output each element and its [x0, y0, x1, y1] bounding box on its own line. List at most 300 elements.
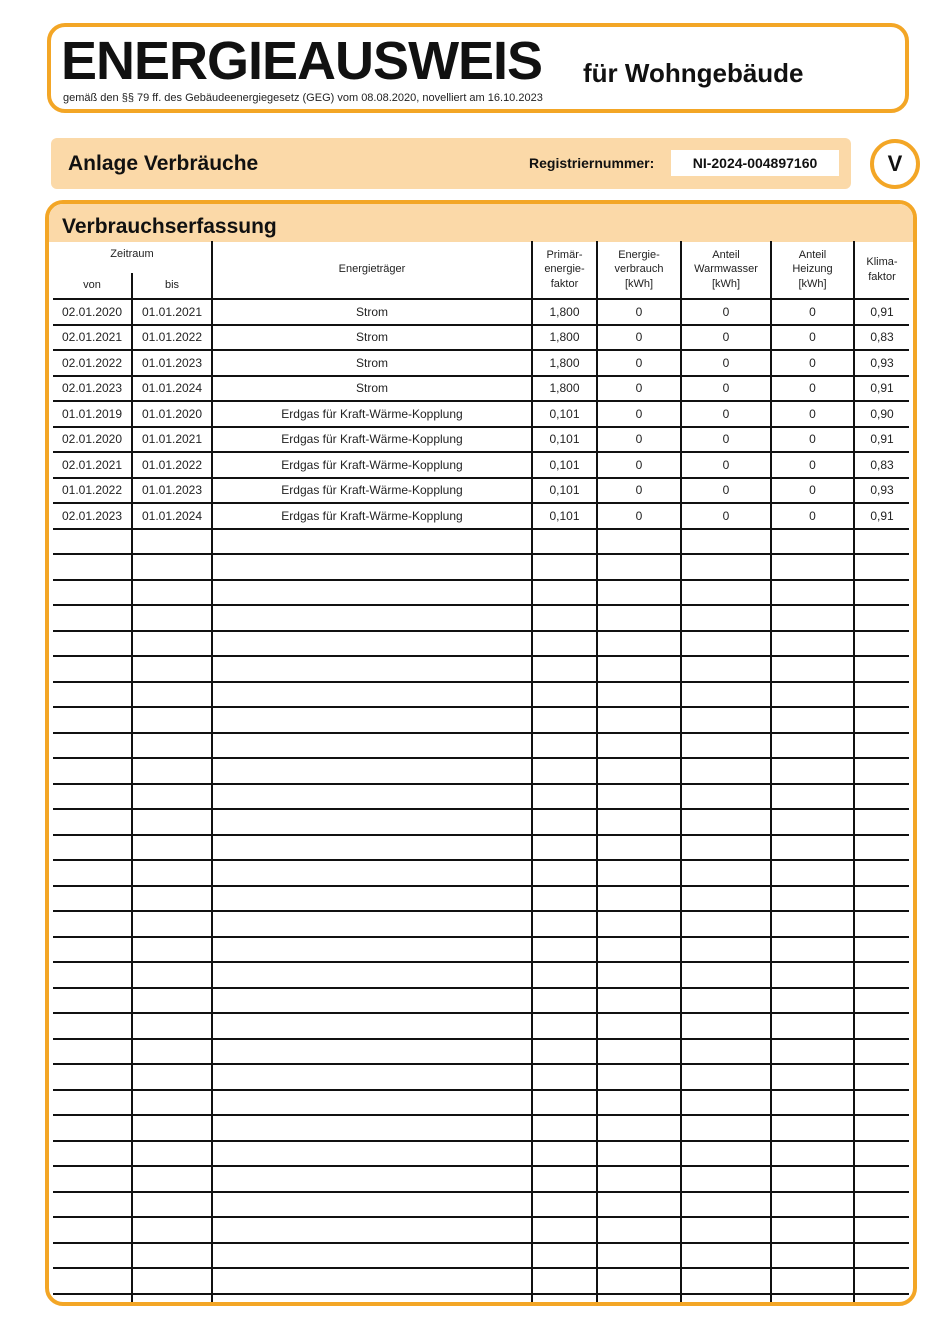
cell-primaerenergiefaktor	[532, 1217, 597, 1243]
cell-energietraeger	[212, 911, 532, 937]
empty-table-row	[53, 733, 909, 759]
empty-table-row	[53, 784, 909, 810]
cell-energieverbrauch	[597, 937, 681, 963]
cell-anteil-heizung	[771, 835, 854, 861]
cell-anteil-heizung: 0	[771, 427, 854, 453]
cell-primaerenergiefaktor	[532, 605, 597, 631]
empty-table-row	[53, 835, 909, 861]
cell-anteil-warmwasser	[681, 631, 771, 657]
cell-von	[53, 1039, 132, 1065]
empty-table-row	[53, 1039, 909, 1065]
cell-bis	[132, 1243, 212, 1269]
cell-bis	[132, 554, 212, 580]
cell-energietraeger	[212, 1166, 532, 1192]
cell-energietraeger	[212, 1115, 532, 1141]
cell-primaerenergiefaktor: 0,101	[532, 452, 597, 478]
cell-von	[53, 1064, 132, 1090]
cell-bis	[132, 809, 212, 835]
cell-energieverbrauch	[597, 1192, 681, 1218]
cell-anteil-heizung	[771, 707, 854, 733]
cell-anteil-heizung	[771, 580, 854, 606]
cell-von: 01.01.2022	[53, 478, 132, 504]
cell-primaerenergiefaktor	[532, 809, 597, 835]
cell-anteil-heizung	[771, 809, 854, 835]
cell-bis	[132, 860, 212, 886]
cell-energieverbrauch	[597, 809, 681, 835]
cell-energieverbrauch	[597, 554, 681, 580]
cell-energieverbrauch: 0	[597, 325, 681, 351]
cell-energietraeger	[212, 605, 532, 631]
empty-table-row	[53, 911, 909, 937]
cell-energietraeger: Strom	[212, 376, 532, 402]
empty-table-row	[53, 1166, 909, 1192]
consumption-table	[53, 241, 909, 1306]
legal-basis-text: gemäß den §§ 79 ff. des Gebäudeenergiegesetz (GEG) vom 08.08.2020, novelliert am 16.10.2023	[63, 92, 543, 104]
cell-anteil-warmwasser	[681, 1217, 771, 1243]
cell-klimafaktor	[854, 911, 909, 937]
cell-klimafaktor	[854, 1166, 909, 1192]
cell-bis	[132, 988, 212, 1014]
cell-anteil-warmwasser	[681, 784, 771, 810]
cell-anteil-heizung: 0	[771, 401, 854, 427]
cell-energieverbrauch: 0	[597, 452, 681, 478]
cell-von	[53, 1243, 132, 1269]
cell-anteil-heizung	[771, 784, 854, 810]
cell-energietraeger	[212, 937, 532, 963]
cell-primaerenergiefaktor: 1,800	[532, 325, 597, 351]
cell-anteil-heizung	[771, 733, 854, 759]
empty-table-row	[53, 1243, 909, 1269]
cell-energieverbrauch	[597, 529, 681, 555]
cell-anteil-heizung	[771, 1013, 854, 1039]
cell-energietraeger	[212, 554, 532, 580]
cell-energietraeger	[212, 1039, 532, 1065]
empty-table-row	[53, 1090, 909, 1116]
cell-klimafaktor	[854, 758, 909, 784]
cell-klimafaktor	[854, 1243, 909, 1269]
cell-anteil-heizung	[771, 886, 854, 912]
cell-klimafaktor	[854, 809, 909, 835]
cell-energieverbrauch	[597, 1064, 681, 1090]
table-row	[53, 427, 909, 453]
cell-bis	[132, 835, 212, 861]
cell-primaerenergiefaktor	[532, 1294, 597, 1307]
cell-von	[53, 682, 132, 708]
cell-anteil-warmwasser	[681, 758, 771, 784]
cell-primaerenergiefaktor	[532, 707, 597, 733]
cell-primaerenergiefaktor	[532, 911, 597, 937]
cell-von	[53, 962, 132, 988]
cell-primaerenergiefaktor	[532, 656, 597, 682]
cell-von	[53, 1217, 132, 1243]
cell-energieverbrauch	[597, 631, 681, 657]
cell-anteil-heizung: 0	[771, 452, 854, 478]
cell-energieverbrauch: 0	[597, 350, 681, 376]
cell-klimafaktor	[854, 962, 909, 988]
cell-bis	[132, 1166, 212, 1192]
cell-anteil-warmwasser: 0	[681, 325, 771, 351]
cell-bis	[132, 1268, 212, 1294]
empty-table-row	[53, 962, 909, 988]
cell-primaerenergiefaktor	[532, 962, 597, 988]
cell-energietraeger	[212, 886, 532, 912]
cell-primaerenergiefaktor	[532, 1141, 597, 1167]
cell-energieverbrauch: 0	[597, 427, 681, 453]
cell-von	[53, 809, 132, 835]
cell-von	[53, 656, 132, 682]
cell-energietraeger	[212, 631, 532, 657]
anlage-bar	[51, 138, 851, 189]
cell-primaerenergiefaktor: 1,800	[532, 376, 597, 402]
cell-von	[53, 784, 132, 810]
cell-klimafaktor	[854, 1268, 909, 1294]
cell-anteil-heizung: 0	[771, 503, 854, 529]
empty-table-row	[53, 554, 909, 580]
cell-energietraeger: Erdgas für Kraft-Wärme-Kopplung	[212, 401, 532, 427]
cell-von: 02.01.2023	[53, 503, 132, 529]
cell-anteil-heizung	[771, 1039, 854, 1065]
section-title: Verbrauchserfassung	[62, 215, 277, 238]
cell-anteil-heizung	[771, 911, 854, 937]
empty-table-row	[53, 1192, 909, 1218]
cell-energietraeger: Erdgas für Kraft-Wärme-Kopplung	[212, 478, 532, 504]
cell-von	[53, 605, 132, 631]
cell-primaerenergiefaktor: 0,101	[532, 401, 597, 427]
cell-anteil-warmwasser	[681, 1090, 771, 1116]
empty-table-row	[53, 1141, 909, 1167]
cell-energietraeger	[212, 580, 532, 606]
cell-bis	[132, 529, 212, 555]
cell-klimafaktor	[854, 1039, 909, 1065]
cell-klimafaktor	[854, 988, 909, 1014]
anlage-title: Anlage Verbräuche	[68, 152, 259, 175]
cell-primaerenergiefaktor	[532, 784, 597, 810]
cell-anteil-warmwasser	[681, 1064, 771, 1090]
cell-anteil-heizung	[771, 1166, 854, 1192]
cell-energietraeger	[212, 809, 532, 835]
cell-energieverbrauch	[597, 1115, 681, 1141]
cell-anteil-heizung	[771, 1141, 854, 1167]
cell-anteil-warmwasser: 0	[681, 503, 771, 529]
cell-energieverbrauch	[597, 911, 681, 937]
header-anteil-heizung: Anteil Heizung [kWh]	[771, 241, 854, 299]
document-header	[47, 23, 909, 113]
cell-energieverbrauch	[597, 1013, 681, 1039]
cell-anteil-heizung: 0	[771, 325, 854, 351]
cell-klimafaktor: 0,83	[854, 325, 909, 351]
cell-energieverbrauch: 0	[597, 503, 681, 529]
cell-primaerenergiefaktor	[532, 758, 597, 784]
cell-klimafaktor	[854, 1064, 909, 1090]
cell-anteil-heizung: 0	[771, 376, 854, 402]
cell-primaerenergiefaktor	[532, 1268, 597, 1294]
cell-von	[53, 1090, 132, 1116]
cell-primaerenergiefaktor	[532, 682, 597, 708]
cell-anteil-warmwasser	[681, 911, 771, 937]
cell-anteil-heizung: 0	[771, 350, 854, 376]
cell-klimafaktor	[854, 631, 909, 657]
empty-table-row	[53, 1013, 909, 1039]
cell-energieverbrauch	[597, 758, 681, 784]
cell-anteil-warmwasser	[681, 1115, 771, 1141]
cell-anteil-warmwasser	[681, 682, 771, 708]
cell-von	[53, 529, 132, 555]
cell-klimafaktor: 0,83	[854, 452, 909, 478]
header-klimafaktor: Klima- faktor	[854, 241, 909, 299]
cell-klimafaktor	[854, 682, 909, 708]
cell-anteil-heizung	[771, 988, 854, 1014]
cell-primaerenergiefaktor	[532, 631, 597, 657]
cell-klimafaktor	[854, 1294, 909, 1307]
empty-table-row	[53, 529, 909, 555]
empty-table-row	[53, 758, 909, 784]
cell-klimafaktor: 0,91	[854, 376, 909, 402]
cell-primaerenergiefaktor	[532, 937, 597, 963]
cell-bis	[132, 1039, 212, 1065]
cell-energieverbrauch	[597, 682, 681, 708]
cell-energietraeger: Strom	[212, 350, 532, 376]
cell-anteil-heizung	[771, 1064, 854, 1090]
cell-klimafaktor	[854, 529, 909, 555]
cell-energietraeger	[212, 784, 532, 810]
cell-energieverbrauch	[597, 860, 681, 886]
cell-bis	[132, 1294, 212, 1307]
cell-energietraeger	[212, 1268, 532, 1294]
cell-anteil-warmwasser	[681, 860, 771, 886]
cell-von	[53, 911, 132, 937]
cell-primaerenergiefaktor	[532, 529, 597, 555]
cell-energietraeger	[212, 1090, 532, 1116]
cell-bis: 01.01.2023	[132, 478, 212, 504]
cell-energietraeger	[212, 1064, 532, 1090]
cell-energietraeger	[212, 682, 532, 708]
cell-klimafaktor	[854, 1090, 909, 1116]
cell-primaerenergiefaktor	[532, 733, 597, 759]
cell-primaerenergiefaktor	[532, 860, 597, 886]
registration-label: Registriernummer:	[529, 155, 655, 171]
cell-energieverbrauch	[597, 962, 681, 988]
cell-energieverbrauch	[597, 1268, 681, 1294]
empty-table-row	[53, 809, 909, 835]
cell-bis: 01.01.2021	[132, 299, 212, 325]
cell-von	[53, 1166, 132, 1192]
table-row	[53, 325, 909, 351]
cell-klimafaktor	[854, 1141, 909, 1167]
cell-von	[53, 1115, 132, 1141]
cell-primaerenergiefaktor: 0,101	[532, 503, 597, 529]
cell-klimafaktor	[854, 1115, 909, 1141]
cell-bis	[132, 1064, 212, 1090]
header-energieverbrauch: Energie- verbrauch [kWh]	[597, 241, 681, 299]
cell-energietraeger: Strom	[212, 299, 532, 325]
cell-energietraeger	[212, 988, 532, 1014]
cell-bis	[132, 580, 212, 606]
cell-anteil-warmwasser: 0	[681, 452, 771, 478]
cell-anteil-warmwasser	[681, 1013, 771, 1039]
cell-klimafaktor	[854, 886, 909, 912]
cell-anteil-warmwasser	[681, 707, 771, 733]
cell-energieverbrauch	[597, 1243, 681, 1269]
empty-table-row	[53, 1064, 909, 1090]
section-header	[49, 204, 913, 242]
empty-table-row	[53, 1115, 909, 1141]
cell-klimafaktor	[854, 937, 909, 963]
cell-anteil-warmwasser	[681, 988, 771, 1014]
cell-bis	[132, 886, 212, 912]
table-row	[53, 452, 909, 478]
cell-bis: 01.01.2020	[132, 401, 212, 427]
table-body	[53, 299, 909, 1306]
cell-von	[53, 835, 132, 861]
cell-anteil-warmwasser	[681, 656, 771, 682]
empty-table-row	[53, 886, 909, 912]
cell-primaerenergiefaktor: 0,101	[532, 478, 597, 504]
cell-klimafaktor: 0,90	[854, 401, 909, 427]
table-row	[53, 478, 909, 504]
cell-energieverbrauch	[597, 707, 681, 733]
cell-primaerenergiefaktor	[532, 1064, 597, 1090]
cell-energieverbrauch	[597, 580, 681, 606]
document-title: ENERGIEAUSWEIS	[61, 31, 543, 91]
cell-von	[53, 1141, 132, 1167]
cell-bis	[132, 937, 212, 963]
cell-energietraeger	[212, 1294, 532, 1307]
table-row	[53, 350, 909, 376]
cell-anteil-heizung	[771, 1115, 854, 1141]
cell-bis	[132, 1192, 212, 1218]
cell-energietraeger: Strom	[212, 325, 532, 351]
cell-klimafaktor	[854, 605, 909, 631]
cell-bis	[132, 784, 212, 810]
cell-energietraeger	[212, 1192, 532, 1218]
cell-anteil-heizung	[771, 937, 854, 963]
cell-anteil-heizung	[771, 1217, 854, 1243]
cell-bis: 01.01.2024	[132, 376, 212, 402]
cell-klimafaktor	[854, 1013, 909, 1039]
cell-bis	[132, 1217, 212, 1243]
empty-table-row	[53, 656, 909, 682]
cell-energieverbrauch: 0	[597, 401, 681, 427]
cell-klimafaktor	[854, 835, 909, 861]
cell-klimafaktor	[854, 1217, 909, 1243]
cell-anteil-warmwasser: 0	[681, 299, 771, 325]
header-primaerenergiefaktor: Primär- energie- faktor	[532, 241, 597, 299]
cell-bis	[132, 1115, 212, 1141]
cell-energietraeger	[212, 1243, 532, 1269]
cell-von	[53, 1268, 132, 1294]
cell-bis	[132, 911, 212, 937]
cell-primaerenergiefaktor	[532, 554, 597, 580]
cell-von: 02.01.2021	[53, 325, 132, 351]
cell-von: 02.01.2021	[53, 452, 132, 478]
cell-anteil-heizung	[771, 1294, 854, 1307]
cell-von: 01.01.2019	[53, 401, 132, 427]
cell-anteil-warmwasser	[681, 580, 771, 606]
cell-klimafaktor: 0,93	[854, 350, 909, 376]
cell-energieverbrauch: 0	[597, 376, 681, 402]
empty-table-row	[53, 1217, 909, 1243]
cell-primaerenergiefaktor	[532, 1115, 597, 1141]
cell-bis	[132, 682, 212, 708]
cell-primaerenergiefaktor: 1,800	[532, 350, 597, 376]
header-energietraeger: Energieträger	[212, 241, 532, 299]
empty-table-row	[53, 682, 909, 708]
cell-primaerenergiefaktor: 0,101	[532, 427, 597, 453]
cell-bis	[132, 962, 212, 988]
empty-table-row	[53, 631, 909, 657]
consumption-table-frame	[45, 200, 917, 1306]
cell-von	[53, 707, 132, 733]
cell-energietraeger: Erdgas für Kraft-Wärme-Kopplung	[212, 503, 532, 529]
cell-energieverbrauch	[597, 1090, 681, 1116]
cell-anteil-warmwasser	[681, 886, 771, 912]
cell-anteil-warmwasser	[681, 554, 771, 580]
empty-table-row	[53, 580, 909, 606]
cell-klimafaktor: 0,91	[854, 299, 909, 325]
cell-klimafaktor: 0,93	[854, 478, 909, 504]
table-row	[53, 376, 909, 402]
cell-von	[53, 886, 132, 912]
cell-bis: 01.01.2024	[132, 503, 212, 529]
empty-table-row	[53, 860, 909, 886]
cell-anteil-warmwasser: 0	[681, 478, 771, 504]
cell-bis	[132, 631, 212, 657]
cell-anteil-warmwasser	[681, 605, 771, 631]
cell-energieverbrauch	[597, 1217, 681, 1243]
cell-anteil-warmwasser: 0	[681, 376, 771, 402]
cell-bis	[132, 707, 212, 733]
cell-primaerenergiefaktor	[532, 580, 597, 606]
cell-energieverbrauch	[597, 1141, 681, 1167]
cell-anteil-heizung: 0	[771, 299, 854, 325]
cell-von: 02.01.2023	[53, 376, 132, 402]
cell-von	[53, 631, 132, 657]
cell-energietraeger	[212, 962, 532, 988]
cell-primaerenergiefaktor	[532, 1192, 597, 1218]
cell-energietraeger: Erdgas für Kraft-Wärme-Kopplung	[212, 427, 532, 453]
cell-energieverbrauch	[597, 886, 681, 912]
cell-bis	[132, 1013, 212, 1039]
cell-anteil-warmwasser	[681, 1192, 771, 1218]
cell-von	[53, 1294, 132, 1307]
cell-anteil-warmwasser	[681, 1268, 771, 1294]
cell-energieverbrauch	[597, 1039, 681, 1065]
cell-energieverbrauch	[597, 1294, 681, 1307]
empty-table-row	[53, 707, 909, 733]
cell-bis	[132, 758, 212, 784]
cell-bis: 01.01.2022	[132, 325, 212, 351]
cell-anteil-heizung	[771, 656, 854, 682]
cell-primaerenergiefaktor	[532, 835, 597, 861]
cell-anteil-heizung	[771, 631, 854, 657]
cell-anteil-heizung	[771, 1192, 854, 1218]
cell-energietraeger	[212, 656, 532, 682]
cell-von	[53, 758, 132, 784]
cell-bis	[132, 733, 212, 759]
cell-anteil-warmwasser	[681, 1039, 771, 1065]
cell-anteil-warmwasser	[681, 1141, 771, 1167]
empty-table-row	[53, 1268, 909, 1294]
cell-energieverbrauch	[597, 784, 681, 810]
cell-klimafaktor	[854, 784, 909, 810]
cell-energieverbrauch: 0	[597, 478, 681, 504]
cell-anteil-warmwasser	[681, 962, 771, 988]
cell-energietraeger	[212, 1141, 532, 1167]
cell-anteil-heizung	[771, 962, 854, 988]
cell-von	[53, 988, 132, 1014]
cell-energietraeger	[212, 707, 532, 733]
cell-klimafaktor	[854, 580, 909, 606]
